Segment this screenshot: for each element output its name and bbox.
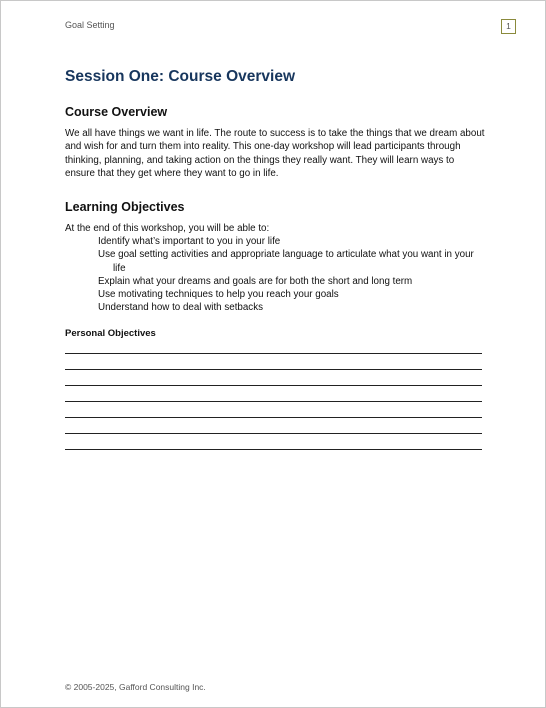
course-overview-paragraph: We all have things we want in life. The route to success is to take the things that we dream about and wish for and turn them into reality. This one-day workshop will lead participants through thinking, planning, and taking action on the things they really want. They will learn ways to ensure that they get where they want to go in life. — [65, 128, 485, 179]
footer-copyright: © 2005-2025, Gafford Consulting Inc. — [65, 682, 206, 692]
objective-item — [98, 235, 488, 248]
personal-objectives-line — [65, 433, 482, 434]
objective-text: Explain what your dreams and goals are for both the short and long term — [98, 275, 413, 287]
learning-objectives-intro: At the end of this workshop, you will be able to: — [65, 223, 270, 234]
course-overview-heading: Course Overview — [65, 105, 168, 119]
objective-text: Use motivating techniques to help you reach your goals — [98, 289, 339, 301]
learning-objectives-heading: Learning Objectives — [65, 200, 185, 214]
personal-objectives-line — [65, 401, 482, 402]
running-header: Goal Setting — [65, 20, 115, 30]
session-title: Session One: Course Overview — [65, 68, 296, 85]
objective-item — [98, 301, 488, 314]
objective-item — [98, 288, 488, 301]
objective-item — [98, 275, 488, 288]
objective-text: Understand how to deal with setbacks — [98, 302, 264, 314]
objective-text: Identify what’s important to you in your life — [98, 236, 281, 247]
personal-objectives-heading: Personal Objectives — [65, 328, 156, 339]
objective-text: Use goal setting activities and appropriate language to articulate what you want in your life — [98, 249, 474, 274]
page-number-badge: 1 — [501, 19, 516, 34]
learning-objectives-list — [98, 235, 488, 315]
personal-objectives-line — [65, 417, 482, 418]
objective-item — [98, 248, 488, 275]
personal-objectives-line — [65, 449, 482, 450]
personal-objectives-line — [65, 353, 482, 354]
personal-objectives-line — [65, 369, 482, 370]
personal-objectives-line — [65, 385, 482, 386]
